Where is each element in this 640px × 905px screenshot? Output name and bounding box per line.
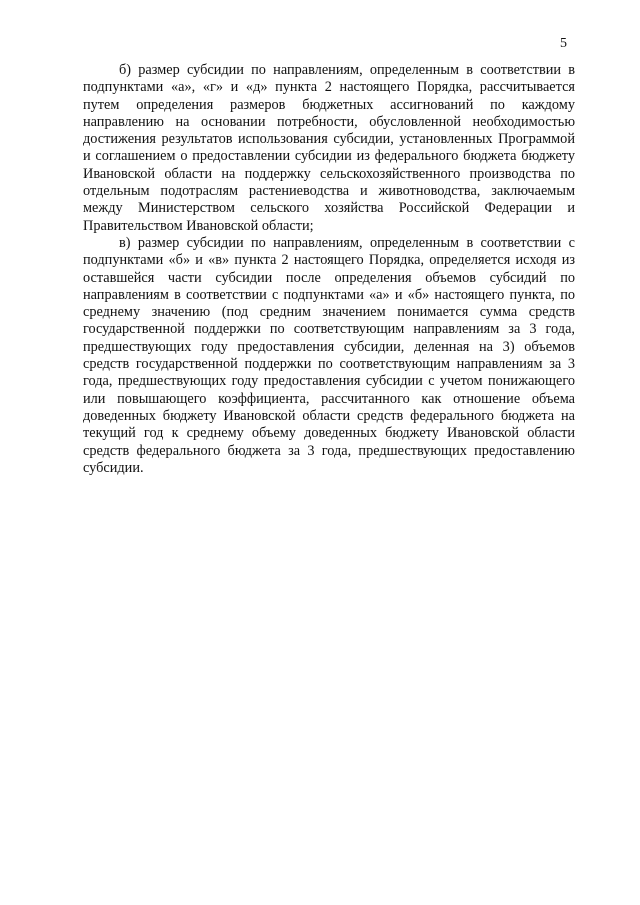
paragraph-v: в) размер субсидии по направлениям, определенным в соответствии с подпунктами «б» и «в» пункта 2 настоящего Порядка, определяется исходя из оставшейся части субсидии после определения объемов субсидий по направлениям в соответствии с подпунктами «а» и «б» настоящего пункта, по среднему значению (под средним значением понимается сумма средств государственной поддержки по соответствующим направлениям за 3 года, предшествующих году предоставления субсидии, деленная на 3) объемов средств государственной поддержки по соответствующим направлениям за 3 года, предшествующих году предоставления субсидии с учетом понижающего или повышающего коэффициента, рассчитанного как отношение объема доведенных бюджету Ивановской области средств федерального бюджета на текущий год к среднему объему доведенных бюджету Ивановской области средств федерального бюджета за 3 года, предшествующих предоставлению субсидии.: [83, 234, 575, 476]
page-number: 5: [560, 36, 567, 51]
document-body: [83, 62, 575, 477]
paragraph-b: б) размер субсидии по направлениям, определенным в соответствии в подпунктами «а», «г» и «д» пункта 2 настоящего Порядка, рассчитывается путем определения размеров бюджетных ассигнований по каждому направлению на основании потребности, обусловленной необходимостью достижения результатов использования субсидии, установленных Программой и соглашением о предоставлении субсидии из федерального бюджета бюджету Ивановской области на поддержку сельскохозяйственного производства по отдельным подотраслям растениеводства и животноводства, заключаемым между Министерством сельского хозяйства Российской Федерации и Правительством Ивановской области;: [83, 62, 575, 234]
